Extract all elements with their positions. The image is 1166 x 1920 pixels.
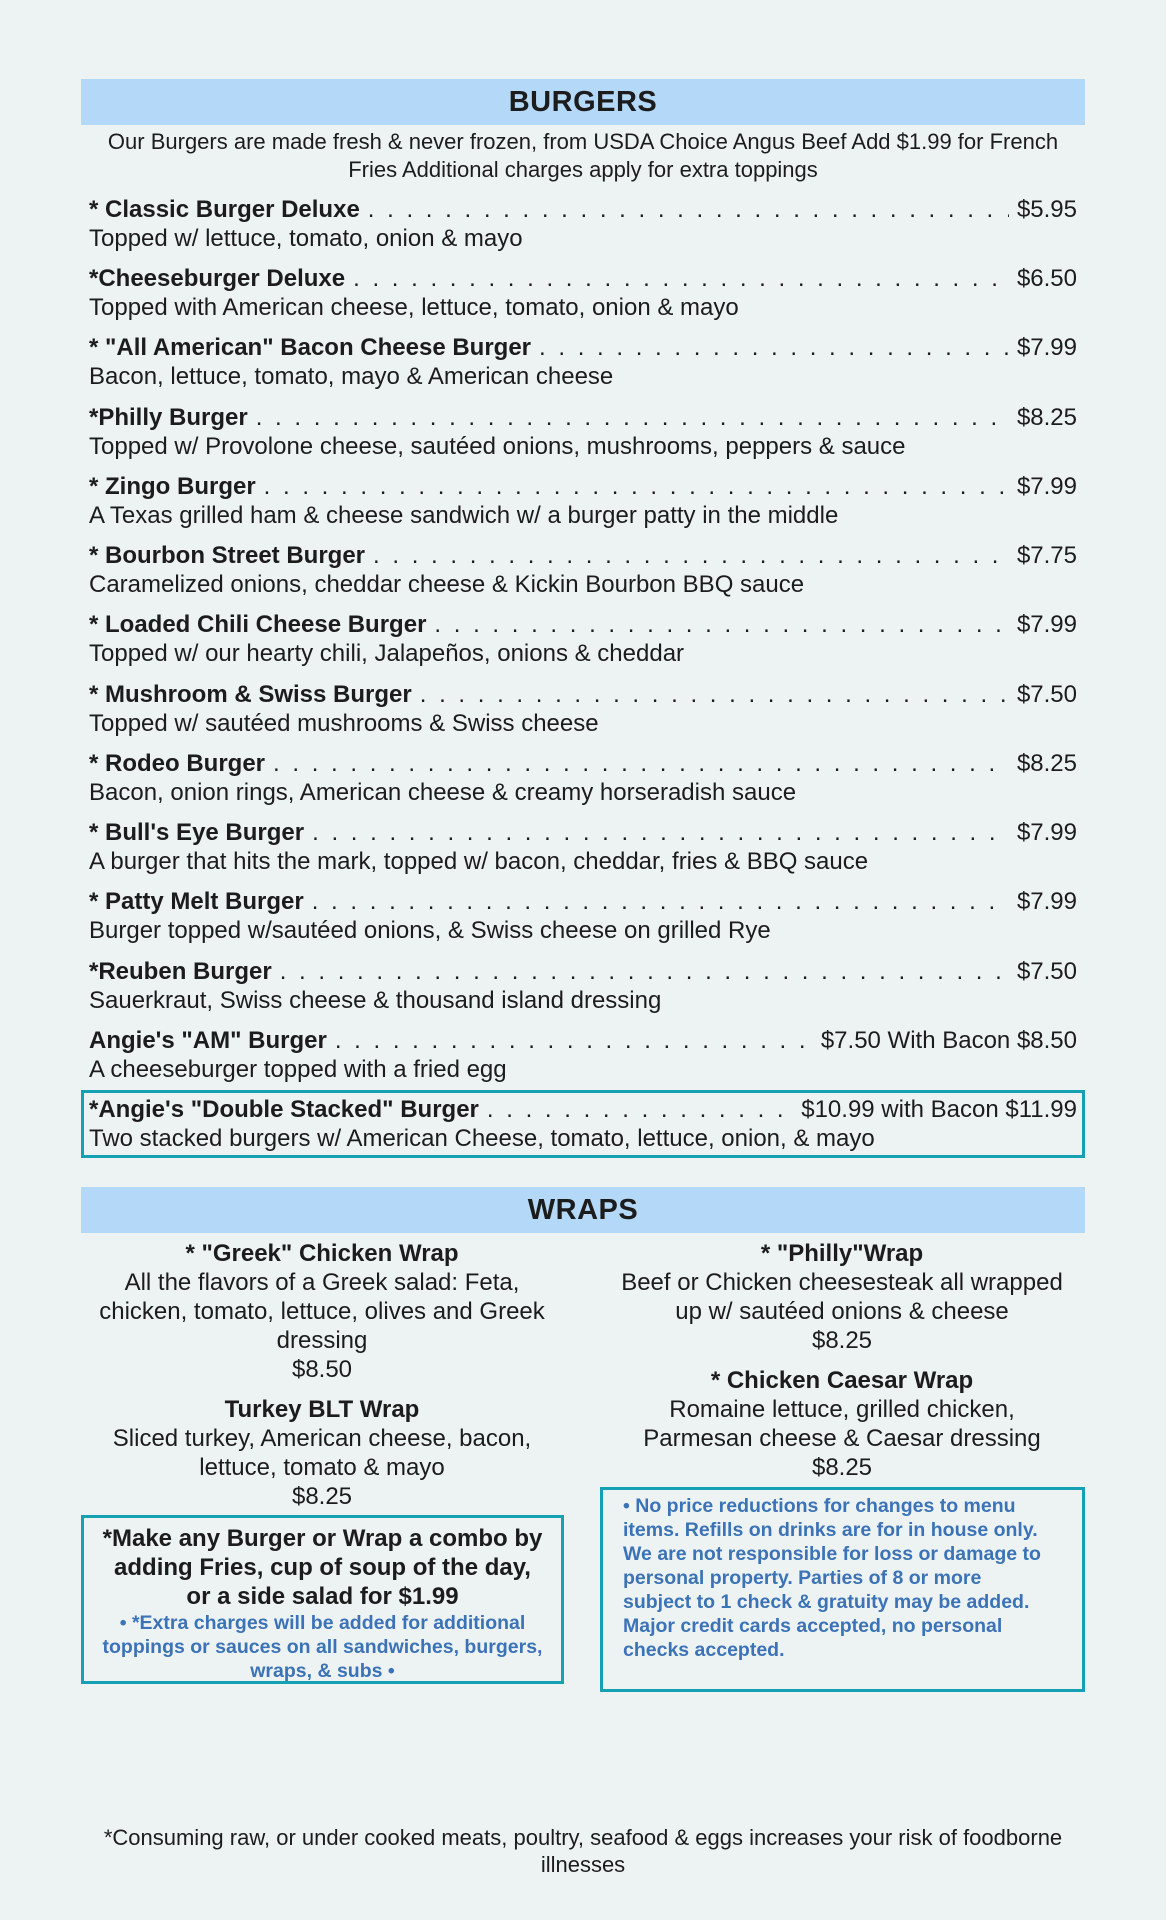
- wrap-description: Romaine lettuce, grilled chicken, Parmesan cheese & Caesar dressing: [643, 1396, 1041, 1452]
- item-price: $8.25: [1016, 404, 1077, 431]
- wrap-description: All the flavors of a Greek salad: Feta, chicken, tomato, lettuce, olives and Greek dressing: [99, 1269, 545, 1354]
- item-price: $7.99: [1016, 888, 1077, 915]
- extra-charges-note: • *Extra charges will be added for additional toppings or sauces on all sandwiches, burgers, wraps, & subs •: [102, 1612, 543, 1682]
- dot-leader: [368, 195, 1009, 224]
- item-price: $10.99 with Bacon $11.99: [801, 1096, 1077, 1123]
- dot-leader: [420, 680, 1009, 709]
- menu-item-featured: [89, 1095, 1077, 1153]
- item-description: A Texas grilled ham & cheese sandwich w/ a burger patty in the middle: [89, 502, 839, 529]
- item-name: Angie's "AM" Burger: [89, 1027, 327, 1054]
- item-description: A burger that hits the mark, topped w/ bacon, cheddar, fries & BBQ sauce: [89, 848, 869, 875]
- item-price: $5.95: [1016, 196, 1077, 223]
- item-name: * Bourbon Street Burger: [89, 542, 366, 569]
- wrap-price: $8.25: [811, 1454, 873, 1481]
- combo-box: [81, 1515, 564, 1684]
- menu-item: [89, 195, 1077, 253]
- item-price: $6.50: [1016, 265, 1077, 292]
- wrap-price: $8.25: [291, 1483, 353, 1510]
- item-price: $7.50: [1016, 958, 1077, 985]
- item-price: $7.99: [1016, 611, 1077, 638]
- dot-leader: [312, 818, 1009, 847]
- dot-leader: [335, 1026, 813, 1055]
- policy-text: • No price reductions for changes to menu items. Refills on drinks are for in house only. We are not responsible for loss or damage to personal property. Parties of 8 or more subject to 1 check & gratuity may be added. Major credit cards accepted, no personal checks accepted.: [623, 1495, 1041, 1661]
- menu-item: [89, 472, 1077, 530]
- item-name: * Loaded Chili Cheese Burger: [89, 611, 427, 638]
- item-price: $7.50 With Bacon $8.50: [820, 1027, 1077, 1054]
- menu-item: [89, 264, 1077, 322]
- wrap-item: [612, 1366, 1072, 1482]
- item-name: * Classic Burger Deluxe: [89, 196, 360, 223]
- menu-item: [89, 403, 1077, 461]
- wrap-price: $8.25: [811, 1327, 873, 1354]
- item-description: Topped w/ sautéed mushrooms & Swiss cheese: [89, 710, 599, 737]
- menu-item: [89, 610, 1077, 668]
- item-name: * Zingo Burger: [89, 473, 256, 500]
- wraps-left-column: [91, 1239, 553, 1522]
- item-description: Topped w/ our hearty chili, Jalapeños, onions & cheddar: [89, 640, 685, 667]
- wrap-description: Sliced turkey, American cheese, bacon, lettuce, tomato & mayo: [112, 1425, 532, 1481]
- dot-leader: [373, 541, 1009, 570]
- item-name: * Patty Melt Burger: [89, 888, 304, 915]
- item-price: $8.25: [1016, 750, 1077, 777]
- dot-leader: [353, 264, 1009, 293]
- wrap-name: * Chicken Caesar Wrap: [710, 1367, 974, 1394]
- wraps-title: WRAPS: [527, 1193, 639, 1226]
- burgers-header: [81, 79, 1085, 125]
- item-name: * Mushroom & Swiss Burger: [89, 681, 412, 708]
- wrap-item: [612, 1239, 1072, 1355]
- item-price: $7.50: [1016, 681, 1077, 708]
- item-name: *Angie's "Double Stacked" Burger: [89, 1096, 479, 1123]
- menu-item: [89, 818, 1077, 876]
- wraps-header: [81, 1187, 1085, 1233]
- item-name: * Bull's Eye Burger: [89, 819, 305, 846]
- wrap-name: * "Greek" Chicken Wrap: [185, 1240, 459, 1267]
- item-description: Sauerkraut, Swiss cheese & thousand island dressing: [89, 987, 662, 1014]
- item-price: $7.99: [1016, 334, 1077, 361]
- wrap-item: [91, 1239, 553, 1384]
- menu-item: [89, 1026, 1077, 1084]
- item-price: $7.99: [1016, 819, 1077, 846]
- item-description: Bacon, lettuce, tomato, mayo & American cheese: [89, 363, 614, 390]
- menu-item: [89, 541, 1077, 599]
- item-name: * "All American" Bacon Cheese Burger: [89, 334, 532, 361]
- item-price: $7.99: [1016, 473, 1077, 500]
- item-description: Topped with American cheese, lettuce, tomato, onion & mayo: [89, 294, 739, 321]
- menu-item: [89, 680, 1077, 738]
- item-name: *Reuben Burger: [89, 958, 272, 985]
- dot-leader: [539, 333, 1009, 362]
- item-description: Burger topped w/sautéed onions, & Swiss cheese on grilled Rye: [89, 917, 771, 944]
- item-price: $7.75: [1016, 542, 1077, 569]
- burgers-title: BURGERS: [508, 85, 658, 118]
- dot-leader: [264, 472, 1009, 501]
- item-description: Two stacked burgers w/ American Cheese, tomato, lettuce, onion, & mayo: [89, 1125, 875, 1152]
- wrap-item: [91, 1395, 553, 1511]
- wrap-name: * "Philly"Wrap: [760, 1240, 924, 1267]
- dot-leader: [273, 749, 1009, 778]
- wraps-right-column: [612, 1239, 1072, 1493]
- item-description: Topped w/ Provolone cheese, sautéed onions, mushrooms, peppers & sauce: [89, 433, 906, 460]
- policy-box: [600, 1487, 1085, 1692]
- health-warning: *Consuming raw, or under cooked meats, poultry, seafood & eggs increases your risk of foodborne illnesses: [103, 1825, 1063, 1877]
- item-name: * Rodeo Burger: [89, 750, 266, 777]
- item-description: Caramelized onions, cheddar cheese & Kickin Bourbon BBQ sauce: [89, 571, 805, 598]
- wrap-name: Turkey BLT Wrap: [224, 1396, 420, 1423]
- item-description: Topped w/ lettuce, tomato, onion & mayo: [89, 225, 523, 252]
- menu-item: [89, 749, 1077, 807]
- dot-leader: [434, 610, 1009, 639]
- dot-leader: [487, 1095, 793, 1124]
- item-description: A cheeseburger topped with a fried egg: [89, 1056, 507, 1083]
- item-description: Bacon, onion rings, American cheese & creamy horseradish sauce: [89, 779, 797, 806]
- dot-leader: [312, 887, 1009, 916]
- combo-offer: *Make any Burger or Wrap a combo by adding Fries, cup of soup of the day, or a side salad for $1.99: [102, 1525, 543, 1610]
- dot-leader: [280, 957, 1009, 986]
- burgers-intro: Our Burgers are made fresh & never frozen, from USDA Choice Angus Beef Add $1.99 for French Fries Additional charges apply for extra toppings: [107, 129, 1059, 182]
- wrap-price: $8.50: [291, 1356, 353, 1383]
- item-name: *Philly Burger: [89, 404, 248, 431]
- item-name: *Cheeseburger Deluxe: [89, 265, 346, 292]
- wrap-description: Beef or Chicken cheesesteak all wrapped up w/ sautéed onions & cheese: [621, 1269, 1063, 1325]
- menu-item: [89, 887, 1077, 945]
- menu-item: [89, 957, 1077, 1015]
- menu-item: [89, 333, 1077, 391]
- dot-leader: [256, 403, 1009, 432]
